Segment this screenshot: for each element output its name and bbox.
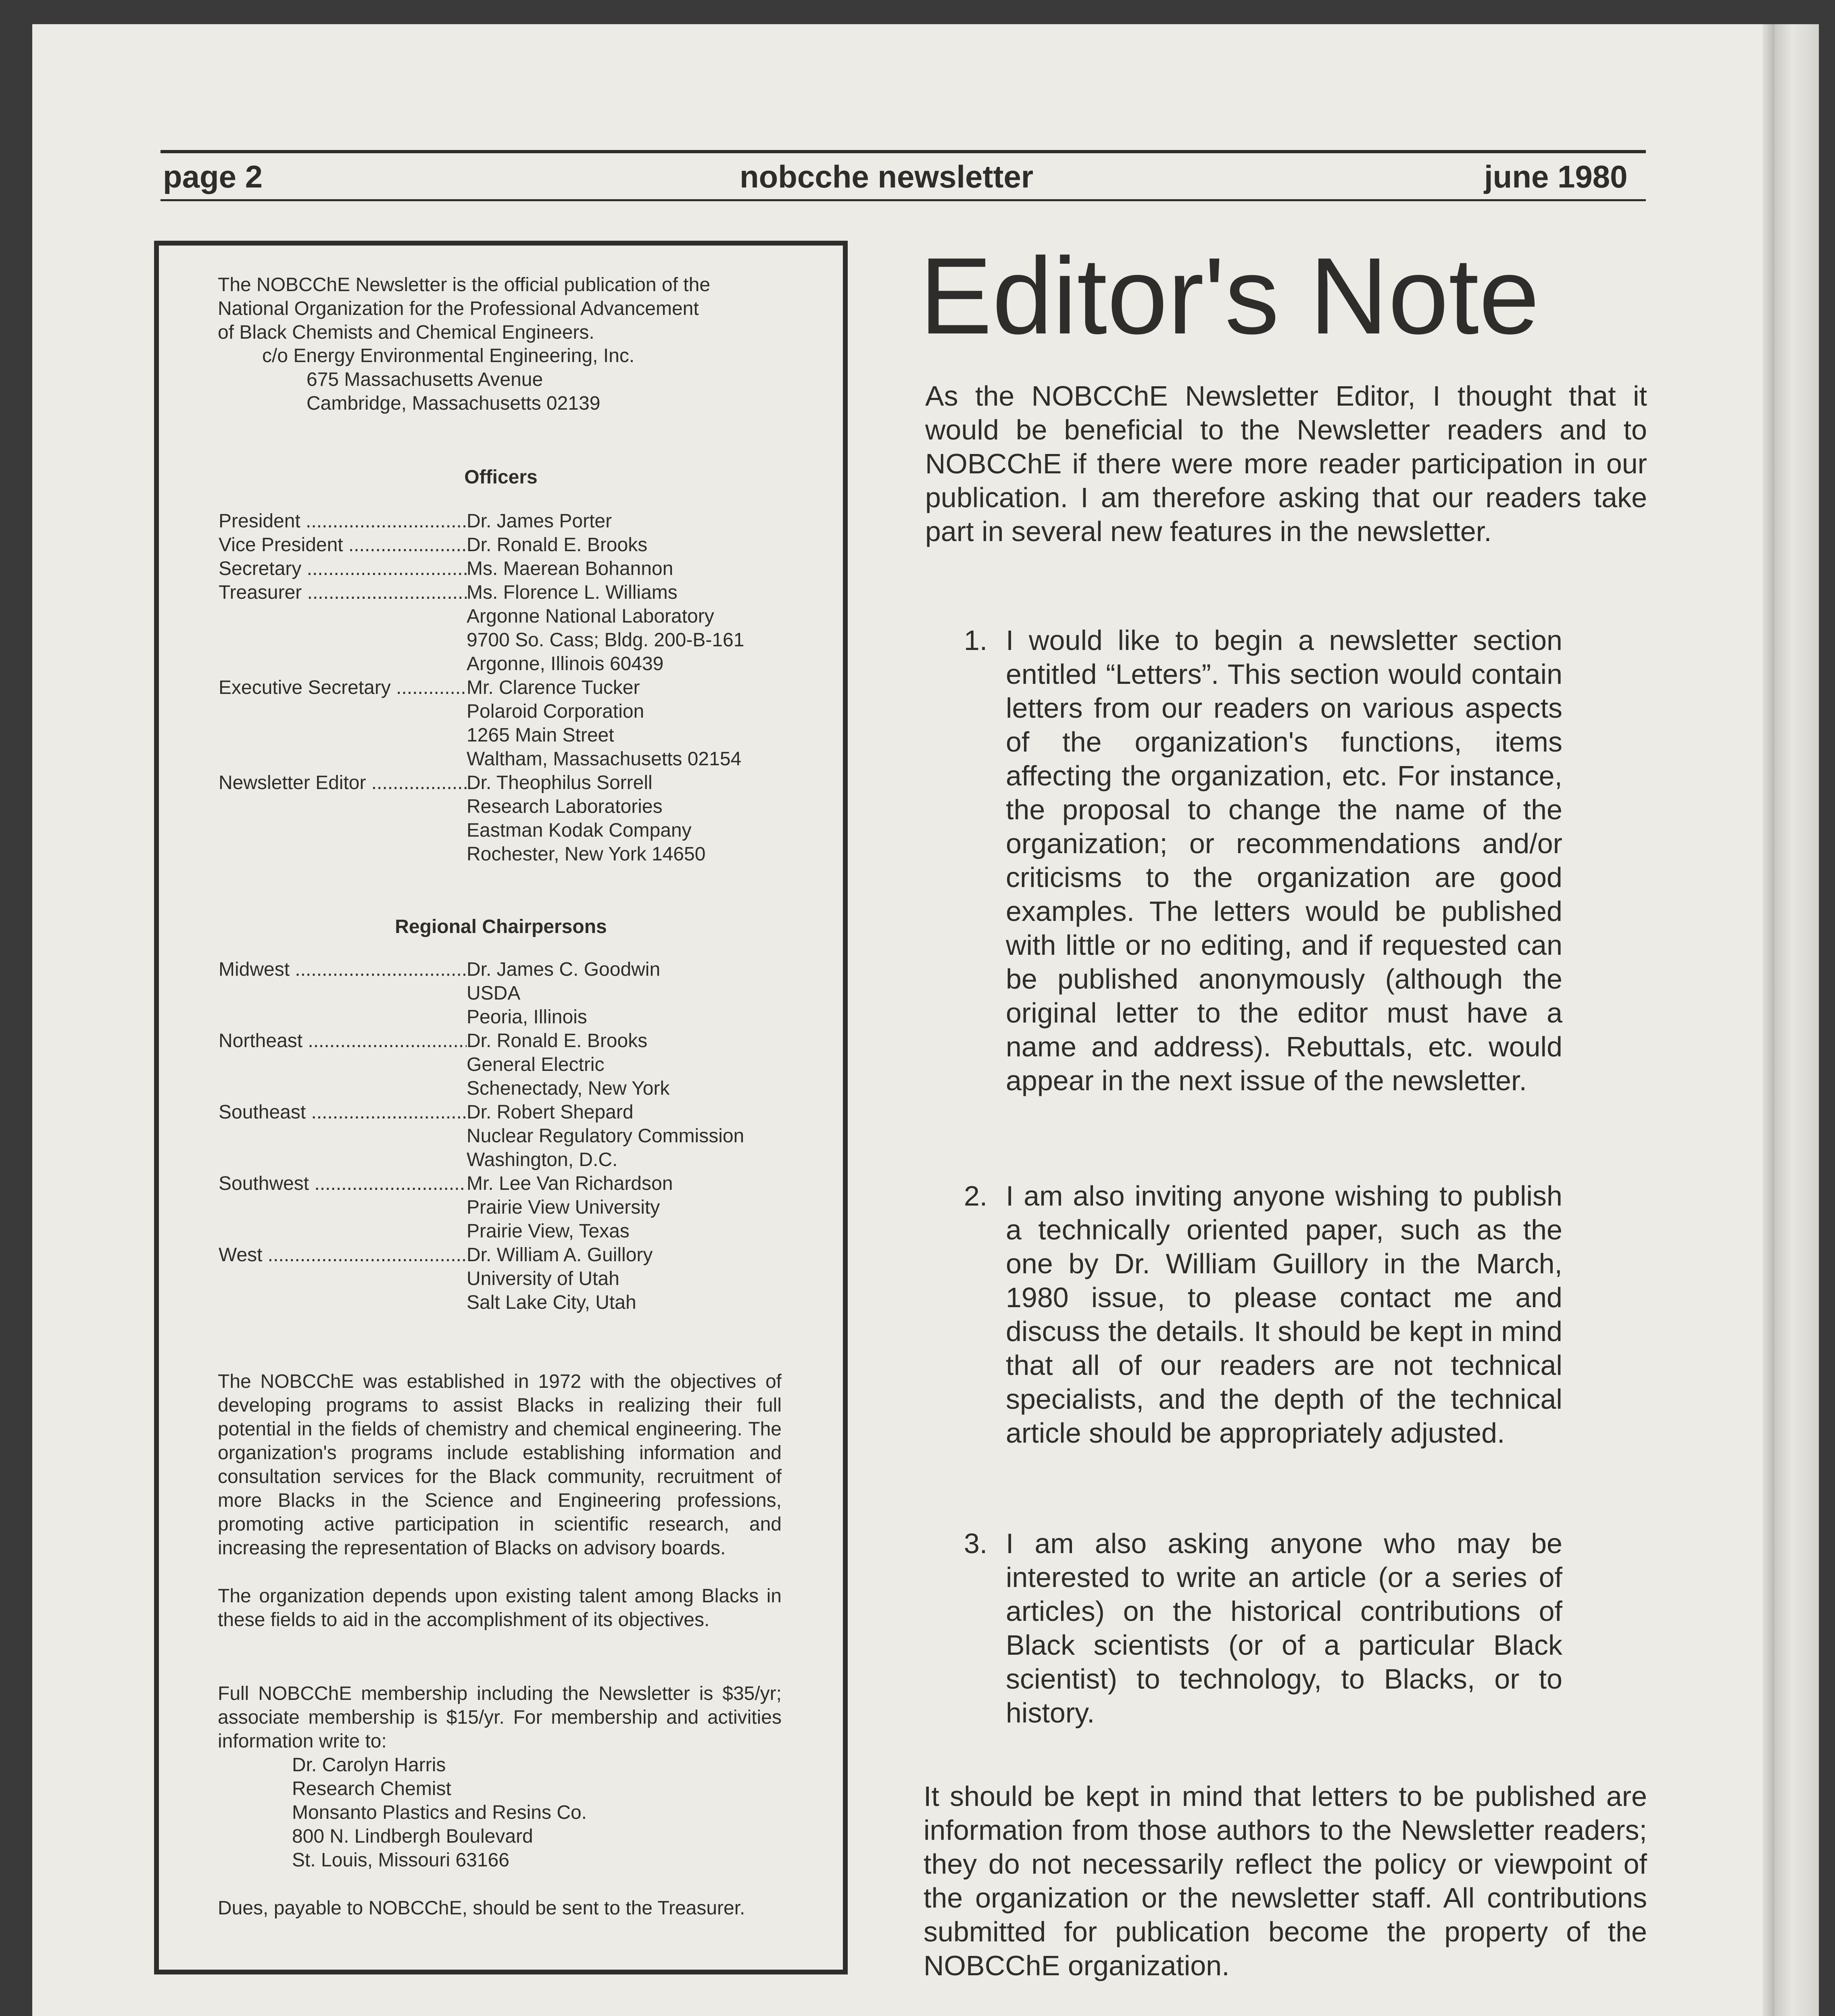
officer-role: Secretary ..... xyxy=(219,557,467,581)
chairperson-address-line: Salt Lake City, Utah xyxy=(467,1292,636,1313)
editors-note-item: I am also inviting anyone wishing to publish a technically oriented paper, such as the one by Dr. William Guillory in the March, 1980 issue, to please contact me and discuss the details. It should be kept in mind that all of our readers are not technical specialists, and the depth of the technical article should be appropriately adjusted. xyxy=(1006,1180,1562,1449)
officer-name: Dr. Ronald E. Brooks xyxy=(467,534,648,556)
address-line: c/o Energy Environmental Engineering, Inc. xyxy=(262,345,635,367)
chairperson-name: Dr. James C. Goodwin xyxy=(467,959,661,980)
masthead-intro xyxy=(218,273,847,344)
officer-role: Newsletter Editor ..... xyxy=(219,771,467,795)
masthead-box xyxy=(154,241,848,1974)
chairperson-address-line: Prairie View, Texas xyxy=(467,1220,630,1242)
officer-name: Ms. Florence L. Williams xyxy=(467,582,678,603)
chairperson-address-line: Washington, D.C. xyxy=(467,1149,618,1170)
dues-note: Dues, payable to NOBCChE, should be sent to the Treasurer. xyxy=(218,1897,745,1919)
editors-note-intro: As the NOBCChE Newsletter Editor, I thought that it would be beneficial to the Newsletter readers and to NOBCChE if there were more reader participation in our publication. I am therefore asking that our readers take part in several new features in the newsletter. xyxy=(925,380,1647,547)
masthead-intro-line: National Organization for the Professional Advancement xyxy=(218,298,699,319)
region-midwest xyxy=(219,958,848,1029)
officer-role: President ..... xyxy=(219,509,467,533)
list-number: 3. xyxy=(964,1528,988,1559)
region-name: Midwest ..... xyxy=(219,958,467,981)
officer-address-line: Eastman Kodak Company xyxy=(467,820,692,841)
talent-paragraph: The organization depends upon existing talent among Blacks in these fields to aid in the accomplishment of its objectives. xyxy=(218,1585,782,1631)
page-gutter xyxy=(1762,24,1775,2016)
next-page-edge xyxy=(1775,24,1819,2016)
officer-address-line: Waltham, Massachusetts 02154 xyxy=(467,748,742,770)
contact-line: St. Louis, Missouri 63166 xyxy=(292,1849,509,1871)
officer-name: Dr. Theophilus Sorrell xyxy=(467,772,653,793)
contact-line: Research Chemist xyxy=(292,1778,451,1799)
officer-vice-president xyxy=(219,533,848,557)
officer-address-line: Rochester, New York 14650 xyxy=(467,843,706,865)
editors-note-item: I would like to begin a newsletter section entitled “Letters”. This section would contain letters from our readers on various aspects of the organization's functions, items affecting the organization, etc. For instance, the proposal to change the name of the organization; or recommendations and/or criticisms to the organization are good examples. The letters would be published with little or no editing, and if requested can be published anonymously (although the original letter to the editor must have a name and address). Rebuttals, etc. would appear in the next issue of the newsletter. xyxy=(1006,625,1562,1096)
membership-paragraph: Full NOBCChE membership including the Newsletter is $35/yr; associate membership is $15/yr. For membership and activities information write to: xyxy=(218,1683,782,1752)
contact-line: Dr. Carolyn Harris xyxy=(292,1754,446,1776)
region-name: Southwest ..... xyxy=(219,1172,467,1195)
newsletter-name: nobcche newsletter xyxy=(740,159,1034,194)
officer-address-line: Argonne National Laboratory xyxy=(467,606,714,627)
masthead-intro-line: The NOBCChE Newsletter is the official publication of the xyxy=(218,274,711,296)
chairperson-address-line: University of Utah xyxy=(467,1268,619,1289)
contact-line: 800 N. Lindbergh Boulevard xyxy=(292,1826,533,1847)
chairperson-name: Mr. Lee Van Richardson xyxy=(467,1173,673,1194)
chairperson-name: Dr. William A. Guillory xyxy=(467,1244,653,1266)
officer-address-line: 1265 Main Street xyxy=(467,725,614,746)
header-top-rule xyxy=(161,150,1646,153)
chairperson-address-line: USDA xyxy=(467,983,521,1004)
address-line: 675 Massachusetts Avenue xyxy=(307,369,543,390)
officer-role: Vice President ..... xyxy=(219,533,467,557)
officer-address-line: Argonne, Illinois 60439 xyxy=(467,653,664,675)
officer-address-line: Research Laboratories xyxy=(467,796,663,817)
officer-role: Treasurer ..... xyxy=(219,581,467,604)
chairperson-name: Dr. Ronald E. Brooks xyxy=(467,1030,648,1052)
officer-name: Ms. Maerean Bohannon xyxy=(467,558,674,579)
region-northeast xyxy=(219,1029,848,1100)
region-name: West ..... xyxy=(219,1243,467,1267)
officer-executive-secretary xyxy=(219,676,848,771)
editors-note-title: Editor's Note xyxy=(920,235,1540,357)
officer-newsletter-editor xyxy=(219,771,848,866)
chairperson-address-line: General Electric xyxy=(467,1054,605,1075)
list-number: 1. xyxy=(964,625,988,656)
masthead-address xyxy=(262,344,634,415)
chairperson-address-line: Prairie View University xyxy=(467,1197,660,1218)
officer-treasurer xyxy=(219,581,848,676)
officer-name: Dr. James Porter xyxy=(467,510,612,532)
officer-address-line: Polaroid Corporation xyxy=(467,701,644,722)
officer-president xyxy=(219,509,848,533)
officer-secretary xyxy=(219,557,848,581)
editors-note-closing: It should be kept in mind that letters to be published are information from those authors to the Newsletter readers; they do not necessarily reflect the policy or viewpoint of the organization or the newsletter staff. All contributions submitted for publication become the property of the NOBCChE organization. xyxy=(924,1781,1647,1981)
chairperson-name: Dr. Robert Shepard xyxy=(467,1102,634,1123)
masthead-intro-line: of Black Chemists and Chemical Engineers. xyxy=(218,322,594,343)
contact-line: Monsanto Plastics and Resins Co. xyxy=(292,1802,587,1823)
membership-contact xyxy=(292,1753,587,1872)
officer-role: Executive Secretary ..... xyxy=(219,676,467,700)
region-southwest xyxy=(219,1172,848,1243)
about-paragraph: The NOBCChE was established in 1972 with the objectives of developing programs to assist Blacks in realizing their full potential in the fields of chemistry and chemical engineering. The organization's programs include establishing information and consultation services for the Black community, recruitment of more Blacks in the Science and Engineering professions, promoting active participation in scientific research, and increasing the representation of Blacks on advisory boards. xyxy=(218,1371,782,1559)
list-number: 2. xyxy=(964,1180,988,1212)
chairperson-address-line: Peoria, Illinois xyxy=(467,1006,587,1028)
chairperson-address-line: Schenectady, New York xyxy=(467,1078,670,1099)
officers-heading: Officers xyxy=(464,467,538,488)
region-name: Northeast ..... xyxy=(219,1029,467,1053)
officer-address-line: 9700 So. Cass; Bldg. 200-B-161 xyxy=(467,629,744,651)
chairperson-address-line: Nuclear Regulatory Commission xyxy=(467,1125,744,1147)
issue-date: june 1980 xyxy=(1484,159,1628,194)
page-label: page 2 xyxy=(163,159,263,194)
header-bottom-rule xyxy=(161,199,1646,201)
region-southeast xyxy=(219,1100,848,1172)
regional-heading: Regional Chairpersons xyxy=(395,916,607,937)
region-name: Southeast ..... xyxy=(219,1100,467,1124)
officer-name: Mr. Clarence Tucker xyxy=(467,677,640,698)
region-west xyxy=(219,1243,848,1314)
editors-note-item: I am also asking anyone who may be interested to write an article (or a series of articles) on the historical contributions of Black scientists (or of a particular Black scientist) to technology, to Blacks, or to history. xyxy=(1006,1528,1562,1729)
address-line: Cambridge, Massachusetts 02139 xyxy=(307,393,601,414)
